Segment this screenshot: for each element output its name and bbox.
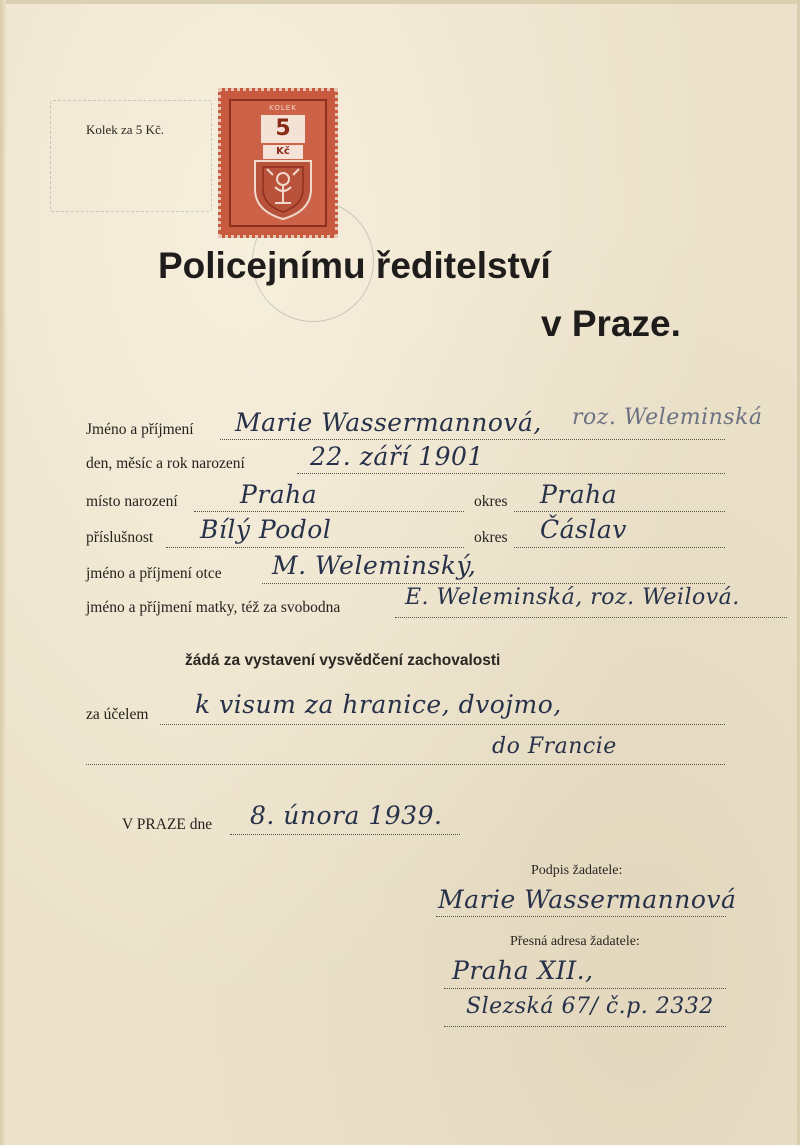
address-line-2 bbox=[444, 1026, 726, 1027]
father-line bbox=[262, 583, 725, 584]
revenue-stamp bbox=[218, 88, 338, 238]
heading-line-2: v Praze. bbox=[541, 303, 681, 344]
coat-of-arms-icon bbox=[247, 151, 319, 223]
address-label: Přesná adresa žadatele: bbox=[510, 934, 640, 949]
stamp-value: 5 bbox=[261, 115, 305, 143]
birthplace-value: Praha bbox=[240, 480, 318, 509]
birth-date-label: den, měsíc a rok narození bbox=[86, 455, 245, 472]
domicile-district-line bbox=[514, 547, 725, 548]
domicile-line bbox=[166, 547, 464, 548]
request-heading: žádá za vystavení vysvědčení zachovalosti bbox=[185, 652, 501, 669]
mother-line bbox=[395, 617, 787, 618]
date-line bbox=[230, 834, 460, 835]
purpose-line-1 bbox=[160, 724, 725, 725]
stamp-top-text: KOLEK bbox=[269, 104, 297, 112]
birthplace-line bbox=[194, 511, 464, 512]
date-value: 8. února 1939. bbox=[250, 801, 443, 830]
birth-date-value: 22. září 1901 bbox=[310, 442, 484, 471]
date-label: V PRAZE dne bbox=[122, 816, 213, 833]
birth-date-line bbox=[297, 473, 725, 474]
paper-edge-top bbox=[0, 0, 800, 4]
purpose-value: k visum za hranice, dvojmo, bbox=[195, 690, 562, 719]
mother-label: jméno a příjmení matky, též za svobodna bbox=[86, 599, 341, 616]
birthplace-district-value: Praha bbox=[540, 480, 618, 509]
name-value: Marie Wassermannová, bbox=[235, 408, 542, 437]
father-label: jméno a příjmení otce bbox=[86, 565, 222, 582]
birthplace-label: místo narození bbox=[86, 493, 178, 510]
birthplace-district-line bbox=[514, 511, 725, 512]
signature-line bbox=[436, 916, 726, 917]
address-line-1-value: Praha XII., bbox=[452, 956, 594, 985]
purpose-label: za účelem bbox=[86, 706, 149, 723]
purpose-note: do Francie bbox=[492, 734, 617, 759]
signature-label: Podpis žadatele: bbox=[531, 863, 623, 878]
domicile-district-value: Čáslav bbox=[540, 515, 627, 544]
domicile-label: příslušnost bbox=[86, 529, 154, 546]
address-line-2-value: Slezská 67/ č.p. 2332 bbox=[466, 994, 714, 1019]
domicile-district-label: okres bbox=[474, 529, 508, 546]
stamp-fee-label: Kolek za 5 Kč. bbox=[86, 122, 164, 137]
domicile-value: Bílý Podol bbox=[200, 515, 332, 544]
paper-edge-left bbox=[0, 0, 6, 1145]
signature-value: Marie Wassermannová bbox=[438, 885, 737, 914]
name-note: roz. Weleminská bbox=[572, 405, 763, 430]
purpose-line-2 bbox=[86, 764, 725, 765]
father-value: M. Weleminský, bbox=[272, 551, 477, 580]
name-line bbox=[220, 439, 725, 440]
heading-line-1: Policejnímu ředitelství bbox=[158, 245, 551, 286]
name-label: Jméno a příjmení bbox=[86, 421, 194, 438]
birthplace-district-label: okres bbox=[474, 493, 508, 510]
stamp-unit: Kč bbox=[263, 145, 303, 159]
faded-stamp-mark bbox=[50, 100, 212, 212]
mother-value: E. Weleminská, roz. Weilová. bbox=[405, 585, 740, 610]
address-line-1 bbox=[444, 988, 726, 989]
